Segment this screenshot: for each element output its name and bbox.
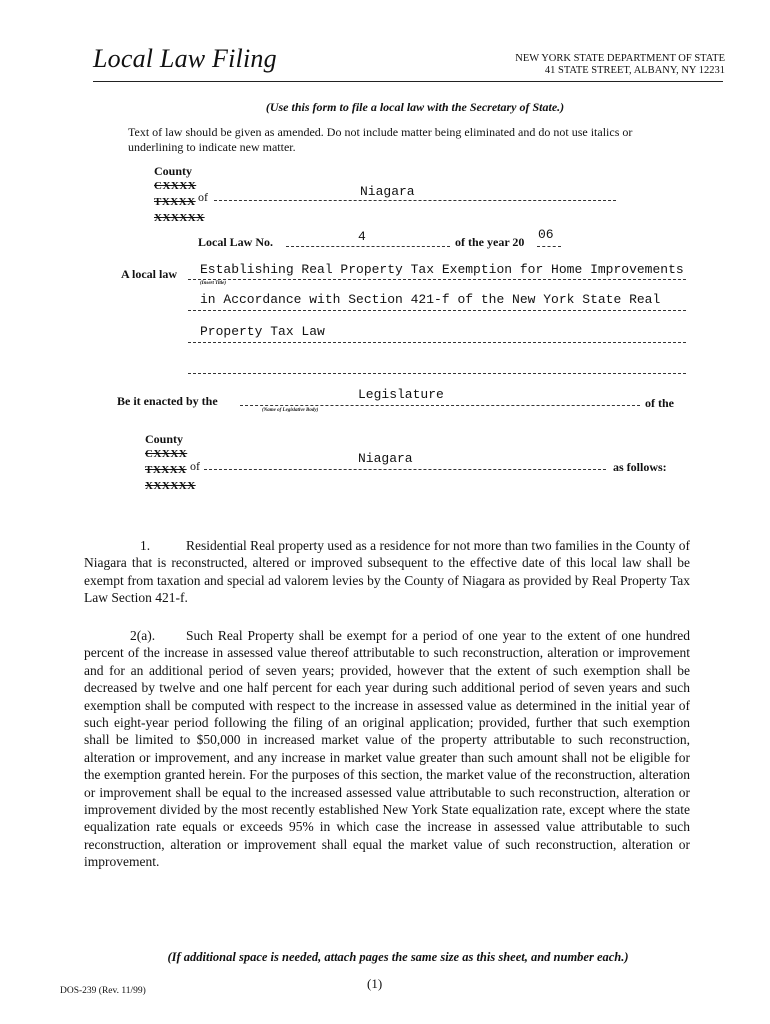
municipality-type-city-struck: CXXXX [154, 180, 197, 192]
legislative-body-sublabel: (Name of Legislative Body) [262, 408, 319, 413]
enacted-by-label: Be it enacted by the [117, 394, 218, 408]
municipality-type-town-struck: TXXXX [154, 196, 196, 208]
municipality-name-value: Niagara [360, 184, 415, 199]
municipality-2-type-village-struck: XXXXXX [145, 480, 196, 492]
title-line-4 [188, 373, 686, 374]
legislative-body-value: Legislature [358, 387, 444, 402]
additional-space-note: (If additional space is needed, attach pages the same size as this sheet, and number each.) [167, 950, 629, 964]
municipality-of-label: of [198, 190, 208, 204]
agency-name: NEW YORK STATE DEPARTMENT OF STATE [515, 53, 725, 64]
title-text-line-3: Property Tax Law [200, 324, 325, 339]
form-title: Local Law Filing [93, 44, 277, 73]
header-divider [93, 81, 723, 82]
legislative-body-line [240, 405, 640, 406]
as-follows-label: as follows: [613, 460, 667, 474]
title-line-2 [188, 310, 686, 311]
title-line-1 [188, 279, 686, 280]
municipality-type-county: County [154, 164, 193, 178]
page-number: (1) [367, 976, 383, 991]
year-value: 06 [538, 227, 554, 242]
paragraph-2-text: Such Real Property shall be exempt for a period of one year to the extent of one hundred percent of the increase in assessed value thereof attributable to such reconstruction, alteration or improvement and for an additional period of seven years; provided, however that the extent of such exemption shall be decreased by twelve and one half percent for each year during such additional period of seven years and such exemption shall be computed with respect to the increase in assessed value as determined in the initial year of such eight-year period following the filing of an original application; provided, further that such exemption shall be limited to $50,000 in increased market value of the property attributable to such reconstruction, alteration or improvement, and any increase in market value greater than such amount shall not be eligible for the exemption granted herein. For the purposes of this section, the market value of the reconstruction, alteration or improvement shall be equal to the increased assessed value attributable to such reconstruction, alteration or improvement divided by the most recently established New York State equalization rate, except where the state equalization rate equals or exceeds 95% in which case the increase in assessed value attributable to such reconstruction, alteration or improvement shall equal the market value of such reconstruction, alteration or improvement. [84, 628, 690, 870]
municipality-2-name-line [204, 469, 606, 470]
form-note: Text of law should be given as amended. Do not include matter being eliminated and do not use italics or underlining to indicate new matter. [128, 125, 633, 154]
municipality-2-of-label: of [190, 459, 200, 473]
year-line [537, 246, 561, 247]
year-label: of the year 20 [455, 235, 525, 249]
title-text-line-1: Establishing Real Property Tax Exemption for Home Improvements [200, 262, 684, 277]
paragraph-1-number: 1. [140, 538, 151, 553]
municipality-type-village-struck: XXXXXX [154, 212, 205, 224]
municipality-2-type-city-struck: CXXXX [145, 448, 188, 460]
local-law-no-label: Local Law No. [198, 235, 273, 249]
paragraph-1 [84, 537, 690, 607]
paragraph-2 [84, 627, 690, 871]
local-law-no-line [286, 246, 450, 247]
form-identifier: DOS-239 (Rev. 11/99) [60, 986, 146, 996]
form-instructions: (Use this form to file a local law with the Secretary of State.) [265, 100, 565, 114]
paragraph-1-text: Residential Real property used as a residence for not more than two families in the County of Niagara that is reconstructed, altered or improved subsequent to the effective date of this local law shall be exempt from taxation and special ad valorem levies by the County of Niagara as provided by Real Property Tax Law Section 421-f. [84, 538, 690, 606]
title-line-3 [188, 342, 686, 343]
agency-street: 41 STATE STREET, ALBANY, NY 12231 [544, 65, 725, 76]
agency-address [470, 53, 725, 77]
paragraph-2-number: 2(a). [130, 628, 156, 643]
title-text-line-2: in Accordance with Section 421-f of the New York State Real [200, 292, 661, 307]
local-law-label: A local law [121, 267, 177, 281]
municipality-name-line [214, 200, 616, 201]
municipality-2-type-county: County [145, 432, 184, 446]
municipality-2-name-value: Niagara [358, 451, 413, 466]
insert-title-label: (Insert Title) [200, 281, 227, 286]
municipality-2-type-town-struck: TXXXX [145, 464, 187, 476]
of-the-label: of the [645, 396, 674, 410]
local-law-no-value: 4 [358, 229, 366, 244]
